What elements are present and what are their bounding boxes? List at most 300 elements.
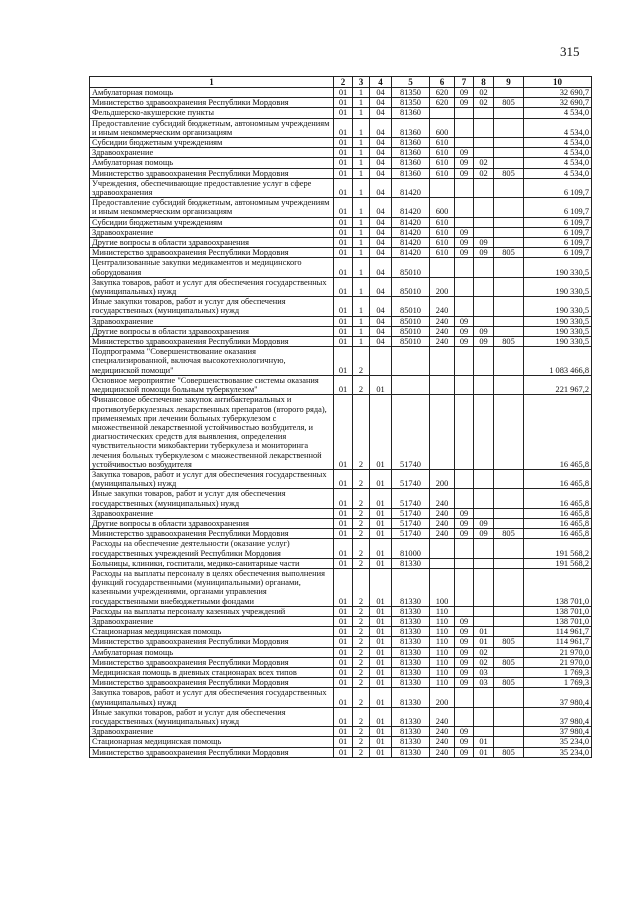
target-article-code-cell: 81330 <box>392 707 430 726</box>
code-col-3-cell: 2 <box>353 568 370 606</box>
subsection-code-cell <box>474 217 494 227</box>
table-row <box>90 168 592 178</box>
ministry-code-cell <box>494 627 524 637</box>
ministry-code-cell <box>494 606 524 616</box>
section-code-cell <box>455 688 474 707</box>
amount-cell: 4 534,0 <box>524 158 592 168</box>
section-code-cell: 09 <box>455 88 474 98</box>
row-name-cell: Предоставление субсидий бюджетным, автономным учреждениям и иным некоммерческим организациям <box>90 198 334 217</box>
section-code-cell <box>455 347 474 376</box>
code-col-2-cell: 01 <box>334 539 353 558</box>
section-code-cell: 09 <box>455 637 474 647</box>
row-name-cell: Министерство здравоохранения Республики Мордовия <box>90 248 334 258</box>
subsection-code-cell: 02 <box>474 158 494 168</box>
table-row <box>90 747 592 757</box>
subsection-code-cell <box>474 688 494 707</box>
code-col-2-cell: 01 <box>334 469 353 488</box>
code-col-4-cell <box>370 347 392 376</box>
section-code-cell <box>455 178 474 197</box>
table-row <box>90 707 592 726</box>
subsection-code-cell <box>474 568 494 606</box>
target-article-code-cell: 85010 <box>392 258 430 277</box>
subsection-code-cell: 01 <box>474 737 494 747</box>
row-name-cell: Иные закупки товаров, работ и услуг для обеспечения государственных (муниципальных) нужд <box>90 297 334 316</box>
expense-type-code-cell: 110 <box>430 657 455 667</box>
code-col-2-cell: 01 <box>334 667 353 677</box>
expense-type-code-cell <box>430 558 455 568</box>
expense-type-code-cell <box>430 108 455 118</box>
ministry-code-cell <box>494 258 524 277</box>
row-name-cell: Другие вопросы в области здравоохранения <box>90 238 334 248</box>
code-col-3-cell: 2 <box>353 688 370 707</box>
expense-type-code-cell: 610 <box>430 248 455 258</box>
row-name-cell: Стационарная медицинская помощь <box>90 627 334 637</box>
ministry-code-cell: 805 <box>494 337 524 347</box>
subsection-code-cell <box>474 469 494 488</box>
column-header: 2 <box>334 77 353 88</box>
subsection-code-cell: 03 <box>474 678 494 688</box>
row-name-cell: Финансовое обеспечение закупок антибактериальных и противотуберкулезных лекарственных препаратов (второго ряда), применяемых при лечении больных туберкулезом с множественной лекарственной устойчивостью возбудителя, и диагностических средств для выявления, определения чувствительности микобактерии туберкулеза и мониторинга лечения больных туберкулезом с множественной лекарственной устойчивостью возбудителя <box>90 395 334 470</box>
expense-type-code-cell: 240 <box>430 707 455 726</box>
table-row <box>90 217 592 227</box>
code-col-4-cell: 01 <box>370 727 392 737</box>
subsection-code-cell: 02 <box>474 88 494 98</box>
ministry-code-cell: 805 <box>494 168 524 178</box>
code-col-3-cell: 2 <box>353 637 370 647</box>
subsection-code-cell: 02 <box>474 647 494 657</box>
subsection-code-cell: 09 <box>474 518 494 528</box>
amount-cell: 6 109,7 <box>524 178 592 197</box>
table-header-row <box>90 77 592 88</box>
subsection-code-cell: 09 <box>474 337 494 347</box>
code-col-3-cell: 1 <box>353 148 370 158</box>
ministry-code-cell <box>494 227 524 237</box>
section-code-cell: 09 <box>455 747 474 757</box>
expense-type-code-cell <box>430 347 455 376</box>
code-col-4-cell: 04 <box>370 88 392 98</box>
table-row <box>90 238 592 248</box>
code-col-2-cell: 01 <box>334 707 353 726</box>
code-col-3-cell: 1 <box>353 98 370 108</box>
code-col-4-cell: 04 <box>370 108 392 118</box>
target-article-code-cell: 81360 <box>392 108 430 118</box>
code-col-3-cell: 2 <box>353 747 370 757</box>
code-col-4-cell: 01 <box>370 737 392 747</box>
amount-cell: 37 980,4 <box>524 707 592 726</box>
section-code-cell <box>455 138 474 148</box>
ministry-code-cell <box>494 297 524 316</box>
code-col-2-cell: 01 <box>334 178 353 197</box>
code-col-2-cell: 01 <box>334 688 353 707</box>
row-name-cell: Медицинская помощь в дневных стационарах всех типов <box>90 667 334 677</box>
code-col-3-cell: 1 <box>353 297 370 316</box>
code-col-4-cell: 04 <box>370 168 392 178</box>
subsection-code-cell <box>474 297 494 316</box>
section-code-cell: 09 <box>455 616 474 626</box>
code-col-3-cell: 2 <box>353 606 370 616</box>
code-col-4-cell: 04 <box>370 248 392 258</box>
ministry-code-cell <box>494 737 524 747</box>
row-name-cell: Расходы на выплаты персоналу в целях обеспечения выполнения функций государственными (муниципальными) органами, казенными учреждениями, органами управления государственными внебюджетными фондами <box>90 568 334 606</box>
section-code-cell <box>455 217 474 227</box>
code-col-2-cell: 01 <box>334 316 353 326</box>
code-col-3-cell: 2 <box>353 616 370 626</box>
row-name-cell: Расходы на обеспечение деятельности (оказание услуг) государственных учреждений Республики Мордовия <box>90 539 334 558</box>
code-col-2-cell: 01 <box>334 529 353 539</box>
amount-cell: 190 330,5 <box>524 326 592 336</box>
row-name-cell: Министерство здравоохранения Республики Мордовия <box>90 337 334 347</box>
table-row <box>90 347 592 376</box>
table-row <box>90 727 592 737</box>
ministry-code-cell <box>494 508 524 518</box>
code-col-2-cell: 01 <box>334 737 353 747</box>
code-col-3-cell: 2 <box>353 518 370 528</box>
code-col-2-cell: 01 <box>334 627 353 637</box>
expense-type-code-cell: 240 <box>430 727 455 737</box>
subsection-code-cell <box>474 277 494 296</box>
table-row <box>90 227 592 237</box>
code-col-4-cell: 01 <box>370 558 392 568</box>
code-col-3-cell: 1 <box>353 88 370 98</box>
column-header: 9 <box>494 77 524 88</box>
amount-cell: 6 109,7 <box>524 217 592 227</box>
ministry-code-cell <box>494 688 524 707</box>
target-article-code-cell: 81420 <box>392 198 430 217</box>
amount-cell: 1 083 466,8 <box>524 347 592 376</box>
row-name-cell: Здравоохранение <box>90 616 334 626</box>
subsection-code-cell: 01 <box>474 637 494 647</box>
code-col-2-cell: 01 <box>334 217 353 227</box>
expense-type-code-cell: 110 <box>430 627 455 637</box>
code-col-4-cell: 01 <box>370 688 392 707</box>
subsection-code-cell <box>474 178 494 197</box>
code-col-4-cell: 04 <box>370 98 392 108</box>
table-row <box>90 297 592 316</box>
row-name-cell: Амбулаторная помощь <box>90 158 334 168</box>
code-col-4-cell: 04 <box>370 277 392 296</box>
table-row <box>90 258 592 277</box>
target-article-code-cell: 81360 <box>392 138 430 148</box>
target-article-code-cell: 81330 <box>392 747 430 757</box>
ministry-code-cell <box>494 558 524 568</box>
ministry-code-cell: 805 <box>494 248 524 258</box>
code-col-3-cell: 1 <box>353 168 370 178</box>
amount-cell: 138 701,0 <box>524 568 592 606</box>
section-code-cell <box>455 258 474 277</box>
code-col-4-cell: 01 <box>370 667 392 677</box>
code-col-2-cell: 01 <box>334 98 353 108</box>
code-col-3-cell: 1 <box>353 227 370 237</box>
table-row <box>90 529 592 539</box>
row-name-cell: Министерство здравоохранения Республики Мордовия <box>90 168 334 178</box>
code-col-2-cell: 01 <box>334 168 353 178</box>
code-col-4-cell: 01 <box>370 508 392 518</box>
amount-cell: 16 465,8 <box>524 508 592 518</box>
code-col-2-cell: 01 <box>334 568 353 606</box>
code-col-2-cell: 01 <box>334 375 353 394</box>
ministry-code-cell <box>494 238 524 248</box>
amount-cell: 35 234,0 <box>524 737 592 747</box>
target-article-code-cell: 81330 <box>392 657 430 667</box>
expense-type-code-cell <box>430 539 455 558</box>
ministry-code-cell <box>494 347 524 376</box>
amount-cell: 21 970,0 <box>524 647 592 657</box>
subsection-code-cell: 02 <box>474 168 494 178</box>
target-article-code-cell: 85010 <box>392 326 430 336</box>
code-col-4-cell: 01 <box>370 616 392 626</box>
table-row <box>90 326 592 336</box>
target-article-code-cell: 81350 <box>392 98 430 108</box>
code-col-2-cell: 01 <box>334 326 353 336</box>
ministry-code-cell <box>494 489 524 508</box>
amount-cell: 191 568,2 <box>524 558 592 568</box>
code-col-2-cell: 01 <box>334 277 353 296</box>
amount-cell: 191 568,2 <box>524 539 592 558</box>
amount-cell: 190 330,5 <box>524 277 592 296</box>
column-header: 1 <box>90 77 334 88</box>
ministry-code-cell <box>494 178 524 197</box>
subsection-code-cell <box>474 227 494 237</box>
ministry-code-cell <box>494 518 524 528</box>
row-name-cell: Подпрограмма "Совершенствование оказания специализированной, включая высокотехнологичную, медицинской помощи" <box>90 347 334 376</box>
code-col-3-cell: 2 <box>353 647 370 657</box>
code-col-2-cell: 01 <box>334 198 353 217</box>
amount-cell: 21 970,0 <box>524 657 592 667</box>
code-col-4-cell: 04 <box>370 148 392 158</box>
code-col-3-cell: 2 <box>353 529 370 539</box>
amount-cell: 190 330,5 <box>524 258 592 277</box>
amount-cell: 16 465,8 <box>524 529 592 539</box>
subsection-code-cell: 02 <box>474 657 494 667</box>
table-row <box>90 508 592 518</box>
ministry-code-cell <box>494 158 524 168</box>
amount-cell: 114 961,7 <box>524 637 592 647</box>
code-col-3-cell: 2 <box>353 627 370 637</box>
subsection-code-cell: 02 <box>474 98 494 108</box>
row-name-cell: Закупка товаров, работ и услуг для обеспечения государственных (муниципальных) нужд <box>90 469 334 488</box>
row-name-cell: Субсидии бюджетным учреждениям <box>90 138 334 148</box>
ministry-code-cell <box>494 108 524 118</box>
section-code-cell: 09 <box>455 647 474 657</box>
code-col-3-cell: 2 <box>353 489 370 508</box>
code-col-4-cell: 01 <box>370 469 392 488</box>
section-code-cell: 09 <box>455 337 474 347</box>
code-col-4-cell: 01 <box>370 747 392 757</box>
table-body <box>90 88 592 758</box>
amount-cell: 4 534,0 <box>524 108 592 118</box>
subsection-code-cell <box>474 727 494 737</box>
amount-cell: 4 534,0 <box>524 118 592 137</box>
code-col-3-cell: 1 <box>353 248 370 258</box>
code-col-3-cell: 1 <box>353 337 370 347</box>
row-name-cell: Министерство здравоохранения Республики Мордовия <box>90 98 334 108</box>
section-code-cell <box>455 558 474 568</box>
code-col-3-cell: 1 <box>353 316 370 326</box>
code-col-3-cell: 1 <box>353 178 370 197</box>
code-col-2-cell: 01 <box>334 118 353 137</box>
row-name-cell: Иные закупки товаров, работ и услуг для обеспечения государственных (муниципальных) нужд <box>90 489 334 508</box>
amount-cell: 138 701,0 <box>524 606 592 616</box>
subsection-code-cell <box>474 108 494 118</box>
table-row <box>90 558 592 568</box>
expense-type-code-cell: 240 <box>430 297 455 316</box>
code-col-3-cell: 2 <box>353 508 370 518</box>
target-article-code-cell: 81420 <box>392 238 430 248</box>
code-col-3-cell: 1 <box>353 238 370 248</box>
ministry-code-cell <box>494 148 524 158</box>
table-row <box>90 688 592 707</box>
subsection-code-cell <box>474 138 494 148</box>
ministry-code-cell: 805 <box>494 657 524 667</box>
code-col-3-cell: 2 <box>353 375 370 394</box>
ministry-code-cell: 805 <box>494 529 524 539</box>
amount-cell: 16 465,8 <box>524 395 592 470</box>
expense-type-code-cell: 240 <box>430 489 455 508</box>
expense-type-code-cell: 110 <box>430 616 455 626</box>
amount-cell: 6 109,7 <box>524 238 592 248</box>
table-row <box>90 667 592 677</box>
code-col-3-cell: 1 <box>353 277 370 296</box>
amount-cell: 221 967,2 <box>524 375 592 394</box>
row-name-cell: Расходы на выплаты персоналу казенных учреждений <box>90 606 334 616</box>
code-col-3-cell: 2 <box>353 667 370 677</box>
expense-type-code-cell <box>430 395 455 470</box>
ministry-code-cell <box>494 375 524 394</box>
code-col-4-cell: 04 <box>370 258 392 277</box>
amount-cell: 190 330,5 <box>524 316 592 326</box>
code-col-4-cell: 04 <box>370 198 392 217</box>
code-col-4-cell: 01 <box>370 707 392 726</box>
subsection-code-cell <box>474 118 494 137</box>
target-article-code-cell: 81360 <box>392 168 430 178</box>
table-row <box>90 138 592 148</box>
section-code-cell <box>455 297 474 316</box>
amount-cell: 4 534,0 <box>524 148 592 158</box>
table-row <box>90 198 592 217</box>
expense-type-code-cell: 240 <box>430 518 455 528</box>
table-row <box>90 627 592 637</box>
code-col-3-cell: 2 <box>353 678 370 688</box>
ministry-code-cell <box>494 217 524 227</box>
expense-type-code-cell: 110 <box>430 647 455 657</box>
code-col-4-cell: 04 <box>370 337 392 347</box>
row-name-cell: Предоставление субсидий бюджетным, автономным учреждениям и иным некоммерческим организациям <box>90 118 334 137</box>
table-row <box>90 316 592 326</box>
section-code-cell <box>455 606 474 616</box>
ministry-code-cell <box>494 316 524 326</box>
subsection-code-cell: 09 <box>474 326 494 336</box>
code-col-2-cell: 01 <box>334 637 353 647</box>
subsection-code-cell <box>474 148 494 158</box>
code-col-2-cell: 01 <box>334 337 353 347</box>
target-article-code-cell: 81330 <box>392 647 430 657</box>
expense-type-code-cell <box>430 258 455 277</box>
section-code-cell: 09 <box>455 529 474 539</box>
section-code-cell: 09 <box>455 316 474 326</box>
code-col-2-cell: 01 <box>334 238 353 248</box>
target-article-code-cell: 81330 <box>392 616 430 626</box>
table-row <box>90 248 592 258</box>
subsection-code-cell <box>474 707 494 726</box>
expense-type-code-cell: 200 <box>430 469 455 488</box>
amount-cell: 37 980,4 <box>524 727 592 737</box>
table-row <box>90 678 592 688</box>
target-article-code-cell: 51740 <box>392 529 430 539</box>
target-article-code-cell: 81420 <box>392 178 430 197</box>
expense-type-code-cell: 600 <box>430 118 455 137</box>
code-col-2-cell: 01 <box>334 227 353 237</box>
budget-table <box>89 76 592 758</box>
row-name-cell: Амбулаторная помощь <box>90 647 334 657</box>
row-name-cell: Основное мероприятие "Совершенствование системы оказания медицинской помощи больным туберкулезом" <box>90 375 334 394</box>
row-name-cell: Другие вопросы в области здравоохранения <box>90 518 334 528</box>
table-row <box>90 395 592 470</box>
table-row <box>90 469 592 488</box>
amount-cell: 190 330,5 <box>524 337 592 347</box>
row-name-cell: Фельдшерско-акушерские пункты <box>90 108 334 118</box>
ministry-code-cell <box>494 616 524 626</box>
section-code-cell <box>455 707 474 726</box>
code-col-3-cell: 2 <box>353 737 370 747</box>
code-col-4-cell: 01 <box>370 678 392 688</box>
code-col-3-cell: 2 <box>353 539 370 558</box>
expense-type-code-cell: 240 <box>430 747 455 757</box>
table-row <box>90 518 592 528</box>
code-col-3-cell: 1 <box>353 108 370 118</box>
code-col-4-cell: 01 <box>370 395 392 470</box>
code-col-2-cell: 01 <box>334 727 353 737</box>
target-article-code-cell: 81330 <box>392 637 430 647</box>
column-header: 5 <box>392 77 430 88</box>
expense-type-code-cell: 240 <box>430 529 455 539</box>
section-code-cell: 09 <box>455 508 474 518</box>
code-col-3-cell: 1 <box>353 118 370 137</box>
ministry-code-cell <box>494 707 524 726</box>
expense-type-code-cell: 610 <box>430 158 455 168</box>
section-code-cell: 09 <box>455 238 474 248</box>
target-article-code-cell: 81330 <box>392 558 430 568</box>
table-row <box>90 606 592 616</box>
subsection-code-cell: 01 <box>474 627 494 637</box>
target-article-code-cell: 81420 <box>392 248 430 258</box>
target-article-code-cell: 51740 <box>392 489 430 508</box>
target-article-code-cell: 51740 <box>392 395 430 470</box>
row-name-cell: Министерство здравоохранения Республики Мордовия <box>90 529 334 539</box>
section-code-cell: 09 <box>455 657 474 667</box>
code-col-3-cell: 2 <box>353 727 370 737</box>
column-header: 6 <box>430 77 455 88</box>
code-col-4-cell: 04 <box>370 158 392 168</box>
code-col-3-cell: 1 <box>353 326 370 336</box>
code-col-3-cell: 2 <box>353 347 370 376</box>
table-row <box>90 118 592 137</box>
table-row <box>90 737 592 747</box>
code-col-4-cell: 04 <box>370 326 392 336</box>
code-col-4-cell: 04 <box>370 316 392 326</box>
amount-cell: 16 465,8 <box>524 518 592 528</box>
target-article-code-cell: 81330 <box>392 627 430 637</box>
code-col-4-cell: 01 <box>370 637 392 647</box>
column-header: 7 <box>455 77 474 88</box>
code-col-2-cell: 01 <box>334 138 353 148</box>
expense-type-code-cell: 610 <box>430 238 455 248</box>
target-article-code-cell: 81420 <box>392 217 430 227</box>
expense-type-code-cell: 110 <box>430 667 455 677</box>
expense-type-code-cell: 610 <box>430 168 455 178</box>
code-col-3-cell: 2 <box>353 707 370 726</box>
code-col-3-cell: 2 <box>353 657 370 667</box>
expense-type-code-cell: 110 <box>430 678 455 688</box>
